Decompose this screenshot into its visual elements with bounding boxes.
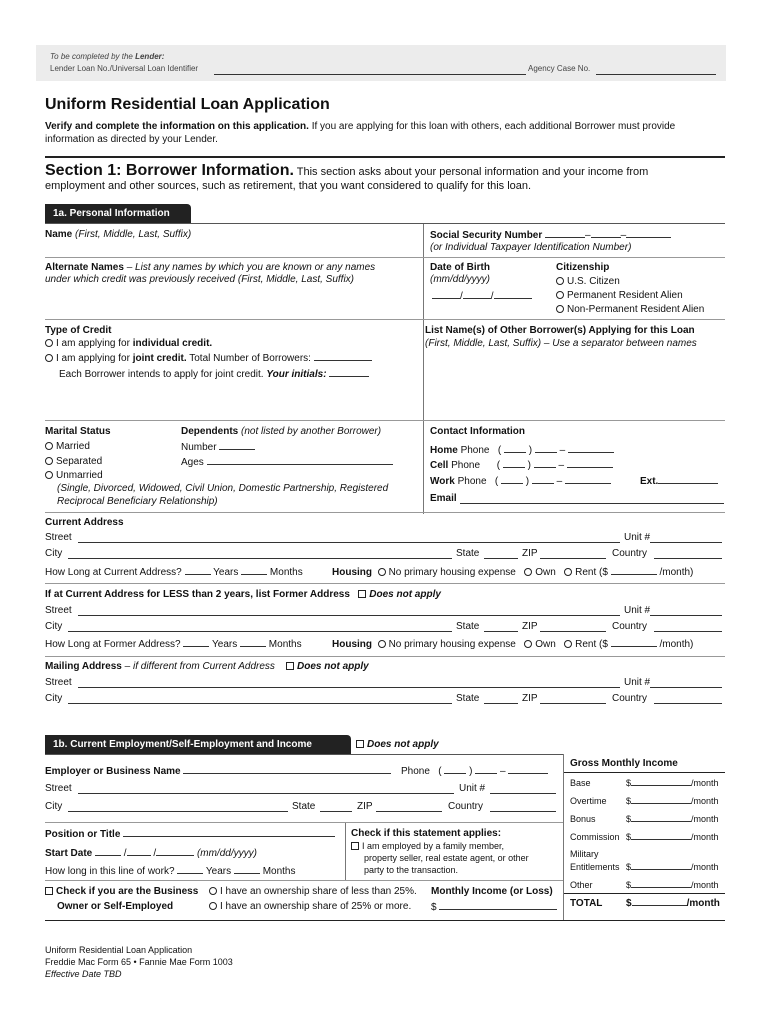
- alternate-names-label: Alternate Names – List any names by which you are known or any names: [45, 262, 376, 273]
- income-bonus[interactable]: Bonus $ /month: [570, 814, 719, 824]
- lender-loan-number-label: Lender Loan No./Universal Loan Identifier: [50, 64, 199, 73]
- section1-desc: employment and other sources, such as retirement, that you want considered to qualify for this loan.: [45, 180, 532, 192]
- marital-status-label: Marital Status: [45, 426, 111, 437]
- row-divider: [45, 257, 725, 258]
- mailing-city-field[interactable]: [68, 703, 452, 704]
- dob-label: Date of Birth: [430, 262, 490, 273]
- footer-forms: Freddie Mac Form 65 • Fannie Mae Form 1003: [45, 957, 233, 967]
- agency-case-label: Agency Case No.: [528, 64, 591, 73]
- 1b-does-not-apply[interactable]: Does not apply: [356, 739, 439, 750]
- row-divider: [45, 583, 725, 584]
- mailing-state-field[interactable]: [484, 703, 518, 704]
- mailing-street-field[interactable]: [78, 687, 620, 688]
- check-applies-label: Check if this statement applies:: [351, 828, 502, 839]
- citizenship-label: Citizenship: [556, 262, 610, 273]
- unit-label: Unit #: [624, 677, 651, 688]
- former-address-label: If at Current Address for LESS than 2 years, list Former Address Does not apply: [45, 589, 441, 600]
- row-divider: [45, 656, 725, 657]
- current-address-label: Current Address: [45, 517, 124, 528]
- employment-divider: [345, 823, 346, 881]
- city-label: City: [45, 548, 63, 559]
- mailing-unit-field[interactable]: [650, 687, 722, 688]
- verify-text-line2: information as directed by your Lender.: [45, 134, 218, 145]
- ownership-25-more[interactable]: I have an ownership share of 25% or more.: [209, 901, 411, 912]
- monthly-income-label: Monthly Income (or Loss): [431, 886, 553, 897]
- former-unit-field[interactable]: [650, 615, 722, 616]
- current-state-field[interactable]: [484, 558, 518, 559]
- mailing-country-field[interactable]: [654, 703, 722, 704]
- other-borrowers-label: List Name(s) of Other Borrower(s) Applying for this Loan: [425, 325, 695, 336]
- page-title: Uniform Residential Loan Application: [45, 96, 330, 113]
- employer-city-label: City: [45, 801, 63, 812]
- row-divider: [45, 319, 725, 320]
- country-label: Country: [612, 621, 648, 632]
- verify-text: Verify and complete the information on this application. If you are applying for this loan with others, each additional Borrower must provide: [45, 121, 676, 132]
- agency-case-field[interactable]: [596, 74, 716, 75]
- income-overtime[interactable]: Overtime $ /month: [570, 796, 719, 806]
- income-military-label: Military: [570, 849, 599, 859]
- employer-phone-field[interactable]: Phone ( ) –: [401, 765, 548, 777]
- employer-state-field[interactable]: [320, 811, 352, 812]
- initials-field[interactable]: Each Borrower intends to apply for joint credit. Your initials:: [59, 368, 369, 380]
- type-of-credit-label: Type of Credit: [45, 325, 112, 336]
- employer-field[interactable]: Employer or Business Name: [45, 765, 391, 777]
- ssn-hint: (or Individual Taxpayer Identification Number): [430, 242, 632, 253]
- marital-hint: (Single, Divorced, Widowed, Civil Union, Domestic Partnership, Registered: [57, 483, 389, 494]
- ownership-less-25[interactable]: I have an ownership share of less than 25%.: [209, 886, 417, 897]
- marital-separated[interactable]: Separated: [45, 456, 102, 467]
- city-label: City: [45, 621, 63, 632]
- mailing-address-label: Mailing Address – if different from Current Address Does not apply: [45, 661, 369, 672]
- dependents-number[interactable]: Number: [181, 441, 255, 453]
- marital-unmarried[interactable]: Unmarried: [45, 470, 103, 481]
- employed-by-family-text-2: property seller, real estate agent, or other: [364, 853, 529, 863]
- row-divider: [45, 822, 563, 823]
- citizenship-permanent[interactable]: Permanent Resident Alien: [556, 290, 683, 301]
- section-1b-rule: [45, 754, 563, 755]
- dependents-label: Dependents (not listed by another Borrower): [181, 426, 382, 437]
- position-field[interactable]: Position or Title: [45, 828, 335, 840]
- former-housing[interactable]: Housing No primary housing expense Own Rent ($ /month): [332, 639, 694, 650]
- credit-joint[interactable]: I am applying for joint credit. Total Number of Borrowers:: [45, 352, 372, 364]
- email-label: Email: [430, 493, 457, 504]
- alternate-names-hint: under which credit was previously received (First, Middle, Last, Suffix): [45, 274, 355, 285]
- former-zip-field[interactable]: [540, 631, 606, 632]
- ssn-label: Social Security Number – –: [430, 229, 671, 241]
- name-label: Name (First, Middle, Last, Suffix): [45, 229, 192, 240]
- zip-label: ZIP: [522, 693, 538, 704]
- employer-state-label: State: [292, 801, 316, 812]
- home-phone-field[interactable]: Home Phone ( ) –: [430, 444, 614, 456]
- former-street-field[interactable]: [78, 615, 620, 616]
- section-1a-header: 1a. Personal Information: [45, 204, 191, 224]
- lender-instruction: To be completed by the Lender:: [50, 52, 165, 61]
- dob-field[interactable]: / /: [432, 290, 532, 302]
- dependents-ages[interactable]: Ages: [181, 456, 393, 468]
- business-owner-checkbox[interactable]: Check if you are the Business: [45, 886, 198, 897]
- marital-married[interactable]: Married: [45, 441, 90, 452]
- section1-title: Section 1: Borrower Information. This section asks about your personal information and your income from: [45, 162, 649, 179]
- state-label: State: [456, 548, 480, 559]
- income-other[interactable]: Other $ /month: [570, 880, 719, 890]
- income-base[interactable]: Base $ /month: [570, 778, 719, 788]
- income-total[interactable]: TOTAL $ /month: [570, 898, 720, 909]
- ext-field[interactable]: Ext.: [640, 475, 718, 487]
- employer-country-label: Country: [448, 801, 484, 812]
- section-1b-header: 1b. Current Employment/Self-Employment and Income: [45, 735, 351, 755]
- footer-title: Uniform Residential Loan Application: [45, 945, 193, 955]
- marital-hint-2: Reciprocal Beneficiary Relationship): [57, 496, 218, 507]
- current-country-field[interactable]: [654, 558, 722, 559]
- citizenship-us[interactable]: U.S. Citizen: [556, 276, 620, 287]
- employed-by-family-text-3: party to the transaction.: [364, 865, 459, 875]
- income-rule: [564, 772, 725, 773]
- unit-label: Unit #: [624, 532, 651, 543]
- contact-info-label: Contact Information: [430, 426, 525, 437]
- city-label: City: [45, 693, 63, 704]
- employer-unit-field[interactable]: [490, 793, 556, 794]
- state-label: State: [456, 621, 480, 632]
- current-zip-field[interactable]: [540, 558, 606, 559]
- how-long-former[interactable]: How Long at Former Address? Years Months: [45, 639, 302, 650]
- how-long-work-field[interactable]: How long in this line of work? Years Months: [45, 866, 296, 877]
- business-owner-label-2: Owner or Self-Employed: [57, 901, 174, 912]
- other-borrowers-hint: (First, Middle, Last, Suffix) – Use a separator between names: [425, 338, 697, 349]
- dob-hint: (mm/dd/yyyy): [430, 274, 490, 285]
- monthly-income-field[interactable]: $: [431, 901, 557, 913]
- income-total-rule: [564, 893, 725, 894]
- employer-street-field[interactable]: [78, 793, 454, 794]
- section-rule: [45, 156, 725, 158]
- street-label: Street: [45, 532, 72, 543]
- country-label: Country: [612, 693, 648, 704]
- employed-by-family-checkbox[interactable]: I am employed by a family member,: [351, 841, 504, 851]
- section-1a-divider: [423, 224, 424, 514]
- lender-box: [36, 45, 726, 81]
- employer-zip-field[interactable]: [376, 811, 442, 812]
- country-label: Country: [612, 548, 648, 559]
- employer-street-label: Street: [45, 783, 72, 794]
- income-divider: [563, 754, 564, 920]
- citizenship-non-permanent[interactable]: Non-Permanent Resident Alien: [556, 304, 704, 315]
- row-divider: [45, 512, 725, 513]
- employer-unit-label: Unit #: [459, 783, 486, 794]
- current-street-field[interactable]: [78, 542, 620, 543]
- income-commission[interactable]: Commission $ /month: [570, 832, 719, 842]
- zip-label: ZIP: [522, 621, 538, 632]
- former-city-field[interactable]: [68, 631, 452, 632]
- current-city-field[interactable]: [68, 558, 452, 559]
- mailing-zip-field[interactable]: [540, 703, 606, 704]
- former-country-field[interactable]: [654, 631, 722, 632]
- gross-monthly-income-title: Gross Monthly Income: [570, 758, 678, 769]
- unit-label: Unit #: [624, 605, 651, 616]
- row-divider: [45, 880, 563, 881]
- former-state-field[interactable]: [484, 631, 518, 632]
- lender-loan-number-field[interactable]: [214, 74, 526, 75]
- current-unit-field[interactable]: [650, 542, 722, 543]
- how-long-current[interactable]: How Long at Current Address? Years Months: [45, 567, 303, 578]
- email-field[interactable]: [460, 503, 724, 504]
- zip-label: ZIP: [522, 548, 538, 559]
- employer-zip-label: ZIP: [357, 801, 373, 812]
- start-date-field[interactable]: Start Date / / (mm/dd/yyyy): [45, 848, 257, 859]
- footer-effective-date: Effective Date TBD: [45, 969, 122, 979]
- state-label: State: [456, 693, 480, 704]
- current-housing[interactable]: Housing No primary housing expense Own Rent ($ /month): [332, 567, 694, 578]
- work-phone-field[interactable]: Work Phone ( ) –: [430, 475, 611, 487]
- cell-phone-field[interactable]: Cell Phone ( ) –: [430, 459, 613, 471]
- street-label: Street: [45, 605, 72, 616]
- row-divider: [45, 420, 725, 421]
- income-military-entitlements[interactable]: Entitlements $ /month: [570, 862, 719, 872]
- section-1a-rule: [45, 223, 725, 224]
- employer-country-field[interactable]: [490, 811, 556, 812]
- bottom-rule: [45, 920, 725, 921]
- employer-city-field[interactable]: [68, 811, 288, 812]
- credit-individual[interactable]: I am applying for individual credit.: [45, 338, 212, 349]
- street-label: Street: [45, 677, 72, 688]
